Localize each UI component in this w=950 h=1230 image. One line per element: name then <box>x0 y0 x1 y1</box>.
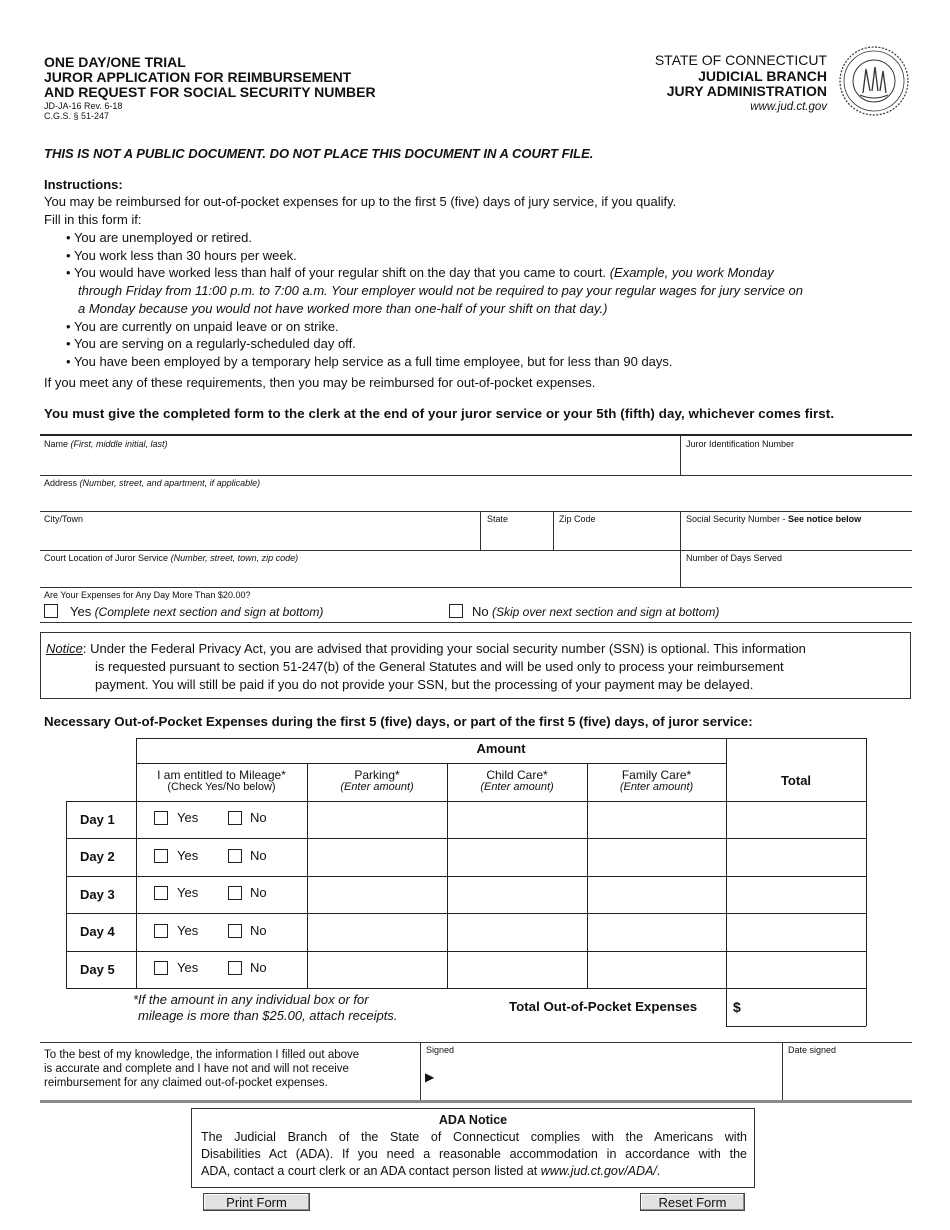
bullet-example: a Monday because you would not have worked more than one-half of your shift on that day.) <box>78 301 608 316</box>
name-input[interactable] <box>42 452 675 474</box>
no-label: No <box>250 848 267 863</box>
mileage-yes-checkbox[interactable] <box>154 961 168 975</box>
childcare-input[interactable] <box>449 915 585 949</box>
yes-label: Yes <box>177 960 199 975</box>
ada-title: ADA Notice <box>438 1113 508 1127</box>
ssn-input[interactable] <box>684 527 910 549</box>
date-signed-label: Date signed <box>788 1045 837 1055</box>
day-label: Day 4 <box>80 924 115 939</box>
juror-id-label: Juror Identification Number <box>686 439 795 449</box>
parking-input[interactable] <box>309 840 445 874</box>
yes-label: Yes <box>177 810 199 825</box>
grand-total-label: Total Out-of-Pocket Expenses <box>509 999 698 1014</box>
expenses-no-checkbox[interactable] <box>449 604 463 618</box>
expenses-heading: Necessary Out-of-Pocket Expenses during the first 5 (five) days, or part of the first 5 (five) days, of juror service: <box>44 714 753 729</box>
date-signed-input[interactable] <box>786 1058 910 1096</box>
instructions-closing: If you meet any of these requirements, then you may be reimbursed for out-of-pocket expenses. <box>44 375 596 390</box>
total-input[interactable] <box>728 878 864 911</box>
yes-label: Yes <box>177 848 199 863</box>
col-parking-header: Parking* (Enter amount) <box>340 768 414 793</box>
day-label: Day 3 <box>80 887 115 902</box>
signature-input[interactable] <box>442 1058 776 1096</box>
mileage-yes-checkbox[interactable] <box>154 886 168 900</box>
privacy-notice-line3: payment. You will still be paid if you do not provide your SSN, but the processing of your payment may be delayed. <box>95 677 754 692</box>
zip-input[interactable] <box>557 527 675 549</box>
privacy-notice-line2: is requested pursuant to section 51-247(b) of the General Statutes and will be used only to process your reimbursement <box>95 659 784 674</box>
total-input[interactable] <box>728 953 864 986</box>
zip-label: Zip Code <box>559 514 596 524</box>
bullet-example: through Friday from 11:00 p.m. to 7:00 a.m. Your employer would not be required to pay your regular wages for jury service on <box>78 283 804 298</box>
deadline-notice: You must give the completed form to the clerk at the end of your juror service or your 5th (fifth) day, whichever comes first. <box>44 406 835 421</box>
agency-website: www.jud.ct.gov <box>750 100 827 113</box>
col-total-header: Total <box>780 773 812 788</box>
childcare-input[interactable] <box>449 878 585 911</box>
agency-branch: JUDICIAL BRANCH <box>698 67 827 84</box>
bullet-item: • You are serving on a regularly-scheduled day off. <box>66 336 356 351</box>
agency-dept: JURY ADMINISTRATION <box>666 83 827 99</box>
signed-label: Signed <box>426 1045 455 1055</box>
title-line-2: JUROR APPLICATION FOR REIMBURSEMENT <box>44 69 352 85</box>
grand-total-input[interactable] <box>745 990 863 1024</box>
day-label: Day 5 <box>80 962 115 977</box>
childcare-input[interactable] <box>449 803 585 836</box>
no-label: No <box>250 923 267 938</box>
mileage-no-checkbox[interactable] <box>228 924 242 938</box>
mileage-no-checkbox[interactable] <box>228 886 242 900</box>
address-label: Address (Number, street, and apartment, if applicable) <box>44 478 261 488</box>
parking-input[interactable] <box>309 878 445 911</box>
agency-block <box>655 53 827 115</box>
mileage-yes-checkbox[interactable] <box>154 811 168 825</box>
dollar-sign: $ <box>733 999 741 1015</box>
reset-form-button[interactable]: Reset Form <box>640 1193 745 1211</box>
col-childcare-header: Child Care* (Enter amount) <box>480 768 554 793</box>
title-line-3: AND REQUEST FOR SOCIAL SECURITY NUMBER <box>44 84 376 100</box>
day-label: Day 1 <box>80 812 115 827</box>
total-input[interactable] <box>728 840 864 874</box>
parking-input[interactable] <box>309 803 445 836</box>
no-label: No <box>250 810 267 825</box>
expense-question: Are Your Expenses for Any Day More Than $20.00? <box>44 590 251 600</box>
col-mileage-header: I am entitled to Mileage* (Check Yes/No below) <box>157 768 286 793</box>
yes-label: Yes <box>177 885 199 900</box>
instructions-heading: Instructions: <box>44 177 123 192</box>
childcare-input[interactable] <box>449 840 585 874</box>
mileage-no-checkbox[interactable] <box>228 811 242 825</box>
mileage-no-checkbox[interactable] <box>228 961 242 975</box>
agency-state: STATE OF CONNECTICUT <box>654 52 827 68</box>
bullet-item: • You have been employed by a temporary help service as a full time employee, but for less than 90 days. <box>66 354 673 369</box>
court-input[interactable] <box>42 566 675 586</box>
title-line-1: ONE DAY/ONE TRIAL <box>44 54 186 70</box>
juror-id-input[interactable] <box>684 452 910 474</box>
expenses-no-label: No (Skip over next section and sign at bottom) <box>472 604 720 619</box>
expenses-yes-checkbox[interactable] <box>44 604 58 618</box>
name-label: Name (First, middle initial, last) <box>44 439 168 449</box>
print-form-button[interactable]: Print Form <box>203 1193 310 1211</box>
childcare-input[interactable] <box>449 953 585 986</box>
col-familycare-header: Family Care* (Enter amount) <box>619 768 694 793</box>
yes-label: Yes <box>177 923 199 938</box>
court-label: Court Location of Juror Service (Number, street, town, zip code) <box>44 553 299 563</box>
mileage-yes-checkbox[interactable] <box>154 849 168 863</box>
city-input[interactable] <box>42 527 475 549</box>
familycare-input[interactable] <box>589 953 724 986</box>
parking-input[interactable] <box>309 953 445 986</box>
sign-arrow-icon: ▶ <box>425 1070 435 1084</box>
bullet-item: • You work less than 30 hours per week. <box>66 248 297 263</box>
familycare-input[interactable] <box>589 915 724 949</box>
attestation: To the best of my knowledge, the information I filled out above is accurate and complete and I have not and will not receive reimbursement for any claimed out-of-pocket expenses. <box>44 1049 360 1089</box>
receipts-footnote: *If the amount in any individual box or for mileage is more than $25.00, attach receipts. <box>133 992 398 1023</box>
amount-header: Amount <box>476 741 526 756</box>
instructions-intro: You may be reimbursed for out-of-pocket expenses for up to the first 5 (five) days of jury service, if you qualify. <box>44 194 677 209</box>
mileage-no-checkbox[interactable] <box>228 849 242 863</box>
address-input[interactable] <box>42 491 908 511</box>
bullet-item: • You are unemployed or retired. <box>66 230 252 245</box>
expenses-yes-label: Yes (Complete next section and sign at bottom) <box>70 604 324 619</box>
no-label: No <box>250 960 267 975</box>
state-seal-icon <box>838 45 910 117</box>
days-served-label: Number of Days Served <box>686 553 783 563</box>
no-label: No <box>250 885 267 900</box>
bullet-item: • You are currently on unpaid leave or on strike. <box>66 319 339 334</box>
form-title <box>44 55 376 100</box>
confidential-warning: THIS IS NOT A PUBLIC DOCUMENT. DO NOT PLACE THIS DOCUMENT IN A COURT FILE. <box>44 146 594 161</box>
familycare-input[interactable] <box>589 803 724 836</box>
form-meta <box>44 101 122 121</box>
familycare-input[interactable] <box>589 840 724 874</box>
state-input[interactable] <box>484 527 548 549</box>
ada-body: The Judicial Branch of the State of Connecticut complies with the Americans with Disabilities Act (ADA). If you need a reasonable accommodation in accordance with the ADA, contact a court clerk or an ADA contact person listed at www.jud.ct.gov/ADA/. <box>201 1130 747 1178</box>
bullet-item: • You would have worked less than half of your regular shift on the day that you came to court. (Example, you work Monday <box>66 265 774 280</box>
state-label: State <box>487 514 509 524</box>
statute: C.G.S. § 51-247 <box>44 111 110 121</box>
ssn-label: Social Security Number - See notice below <box>686 514 862 524</box>
days-served-input[interactable] <box>684 566 910 586</box>
day-label: Day 2 <box>80 849 115 864</box>
instructions-fill-if: Fill in this form if: <box>44 212 142 227</box>
total-input[interactable] <box>728 915 864 949</box>
parking-input[interactable] <box>309 915 445 949</box>
familycare-input[interactable] <box>589 878 724 911</box>
form-id: JD-JA-16 Rev. 6-18 <box>44 101 123 111</box>
privacy-notice-line1: Notice: Under the Federal Privacy Act, you are advised that providing your social security number (SSN) is optional. This information <box>46 641 806 656</box>
city-label: City/Town <box>44 514 84 524</box>
mileage-yes-checkbox[interactable] <box>154 924 168 938</box>
total-input[interactable] <box>728 803 864 836</box>
